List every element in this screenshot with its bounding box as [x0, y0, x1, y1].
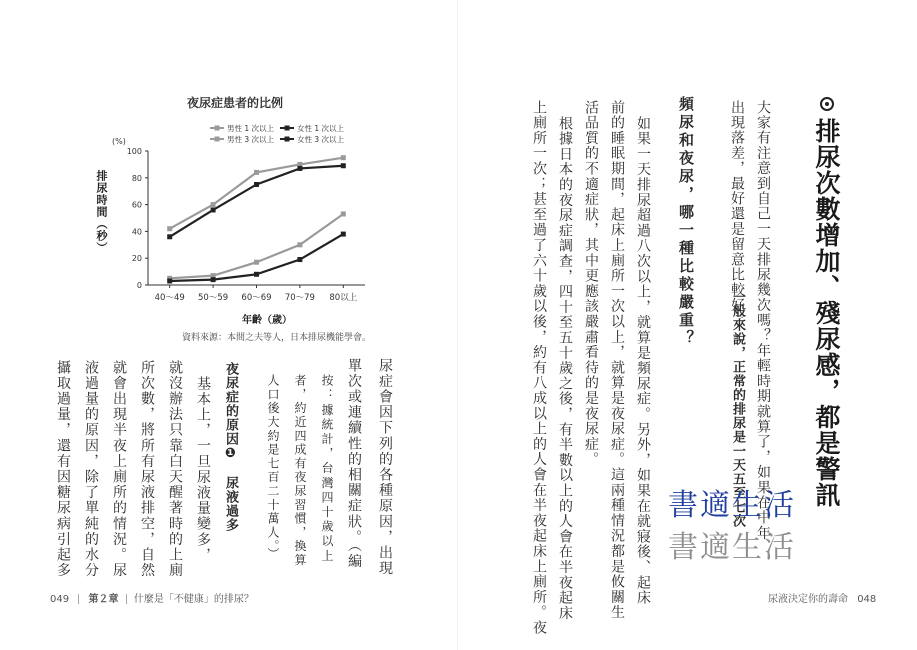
data-point — [211, 277, 216, 282]
right-page-number: 048 — [857, 594, 877, 605]
data-point — [297, 166, 302, 171]
left-body-col-3: 所次數，將所有尿液排空，自然 — [139, 360, 155, 579]
y-tick-label: 100 — [126, 147, 142, 156]
data-point — [341, 163, 346, 168]
x-tick-label: 50～59 — [198, 293, 229, 303]
data-point — [254, 182, 259, 187]
legend-entry: 男性 1 次以上 — [227, 124, 275, 133]
series-line-3 — [170, 214, 344, 278]
data-point — [167, 226, 172, 231]
subheading: 頻尿和夜尿，哪一種比較嚴重？ — [677, 96, 695, 348]
book-title: 尿液決定你的壽命 — [768, 594, 848, 605]
legend-swatch-marker — [285, 126, 290, 131]
legend-entry: 男性 3 次以上 — [227, 135, 275, 144]
data-point — [341, 155, 346, 160]
left-body-col-1: 基本上，一旦尿液量變多， — [195, 376, 211, 564]
left-body-col-4: 就會出現半夜上廁所的情況。尿 — [111, 360, 127, 579]
x-tick-label: 70～79 — [284, 293, 315, 303]
y-tick-label: 20 — [131, 254, 142, 264]
legend-swatch-marker — [215, 137, 220, 142]
y-tick-label: 40 — [131, 227, 142, 237]
chapter-title: 什麼是「不健康」的排尿？ — [133, 594, 254, 605]
line-chart — [80, 118, 380, 336]
source-note: 資料來源：本間之夫等人，日本排尿機能學會。 — [182, 333, 372, 343]
data-point — [341, 211, 346, 216]
legend-swatch-marker — [215, 126, 220, 131]
data-point — [211, 207, 216, 212]
x-tick-label: 40～49 — [154, 293, 185, 303]
data-point — [167, 234, 172, 239]
data-point — [297, 257, 302, 262]
title-bullet-icon — [820, 97, 834, 111]
y-tick-label: 0 — [136, 281, 142, 290]
y-unit-label: (%) — [112, 137, 126, 146]
left-body-col-5: 液過量的原因，除了單純的水分 — [83, 360, 99, 579]
right-body-col-3: 活品質的不適症狀，其中更應該嚴肅看待的是夜尿症。 — [583, 100, 599, 468]
right-body-col-2: 前的睡眠期間，起床上廁所一次以上，就算是夜尿症。這兩種情況都是攸關生 — [609, 100, 625, 621]
x-axis-label: 年齡（歲） — [242, 315, 292, 326]
data-point — [297, 242, 302, 247]
left-body-col-6: 攝取過量，還有因糖尿病引起多 — [55, 360, 71, 579]
chapter-label: 第２章 — [88, 594, 119, 605]
chart-title: 夜尿症患者的比例 — [187, 96, 284, 110]
section-title: 排尿次數增加、殘尿感，都是警訊 — [812, 118, 841, 508]
data-point — [341, 232, 346, 237]
x-tick-label: 80以上 — [329, 293, 358, 303]
left-intro-col-2: 單次或連續性的相關症狀。（編 — [346, 358, 362, 570]
y-axis-label: 排尿時間（秒） — [95, 170, 108, 254]
right-intro-col-2: 出現落差，最好還是留意比較好。 — [729, 100, 745, 328]
x-tick-label: 60～69 — [241, 293, 272, 303]
data-point — [167, 278, 172, 283]
right-body-col-5: 上廁所一次；甚至過了六十歲以後，約有八成以上的人會在半夜起床上廁所。夜 — [531, 100, 547, 636]
y-tick-label: 80 — [131, 173, 142, 183]
data-point — [254, 170, 259, 175]
right-body-col-4: 根據日本的夜尿症調查，四十至五十歲之後，有半數以上的人會在半夜起床 — [557, 116, 573, 621]
left-note-col-3: 人口後大約是七百二十萬人。） — [266, 374, 280, 562]
page-gutter — [457, 0, 458, 650]
right-body-col-1: 如果一天排尿超過八次以上，就算是頻尿症。另外，如果在就寢後、起床 — [635, 116, 651, 606]
right-intro-col-1: 大家有注意到自己一天排尿幾次嗎？年輕時期就算了，如果在中年 — [755, 100, 771, 541]
y-tick-label: 60 — [131, 200, 142, 210]
left-footer — [50, 590, 254, 605]
legend-entry: 女性 1 次以上 — [297, 124, 345, 133]
left-page-number: 049 — [50, 594, 70, 605]
data-point — [254, 260, 259, 265]
left-intro-col-1: 尿症會因下列的各種原因，出現 — [377, 358, 393, 577]
data-point — [211, 202, 216, 207]
watermark-gray: 書適生活 — [668, 530, 796, 565]
right-footer — [768, 590, 876, 605]
left-body-col-2: 就沒辦法只靠白天醒著時的上廁 — [167, 360, 183, 579]
watermark-blue: 書適生活 — [668, 488, 796, 523]
data-point — [254, 272, 259, 277]
series-line-2 — [170, 166, 344, 237]
left-note-col-2: 者，約近四成有夜尿習慣，換算 — [293, 374, 307, 568]
legend-swatch-marker — [285, 137, 290, 142]
left-note-col-1: 按：據統計，台灣四十歲以上 — [320, 374, 334, 564]
section-heading: 夜尿症的原因❶ 尿液過多 — [223, 362, 238, 532]
chart-legend — [210, 123, 345, 144]
legend-entry: 女性 3 次以上 — [297, 135, 345, 144]
right-intro-bold: 一般來說，正常的排尿是一天五至七次 — [730, 290, 745, 528]
